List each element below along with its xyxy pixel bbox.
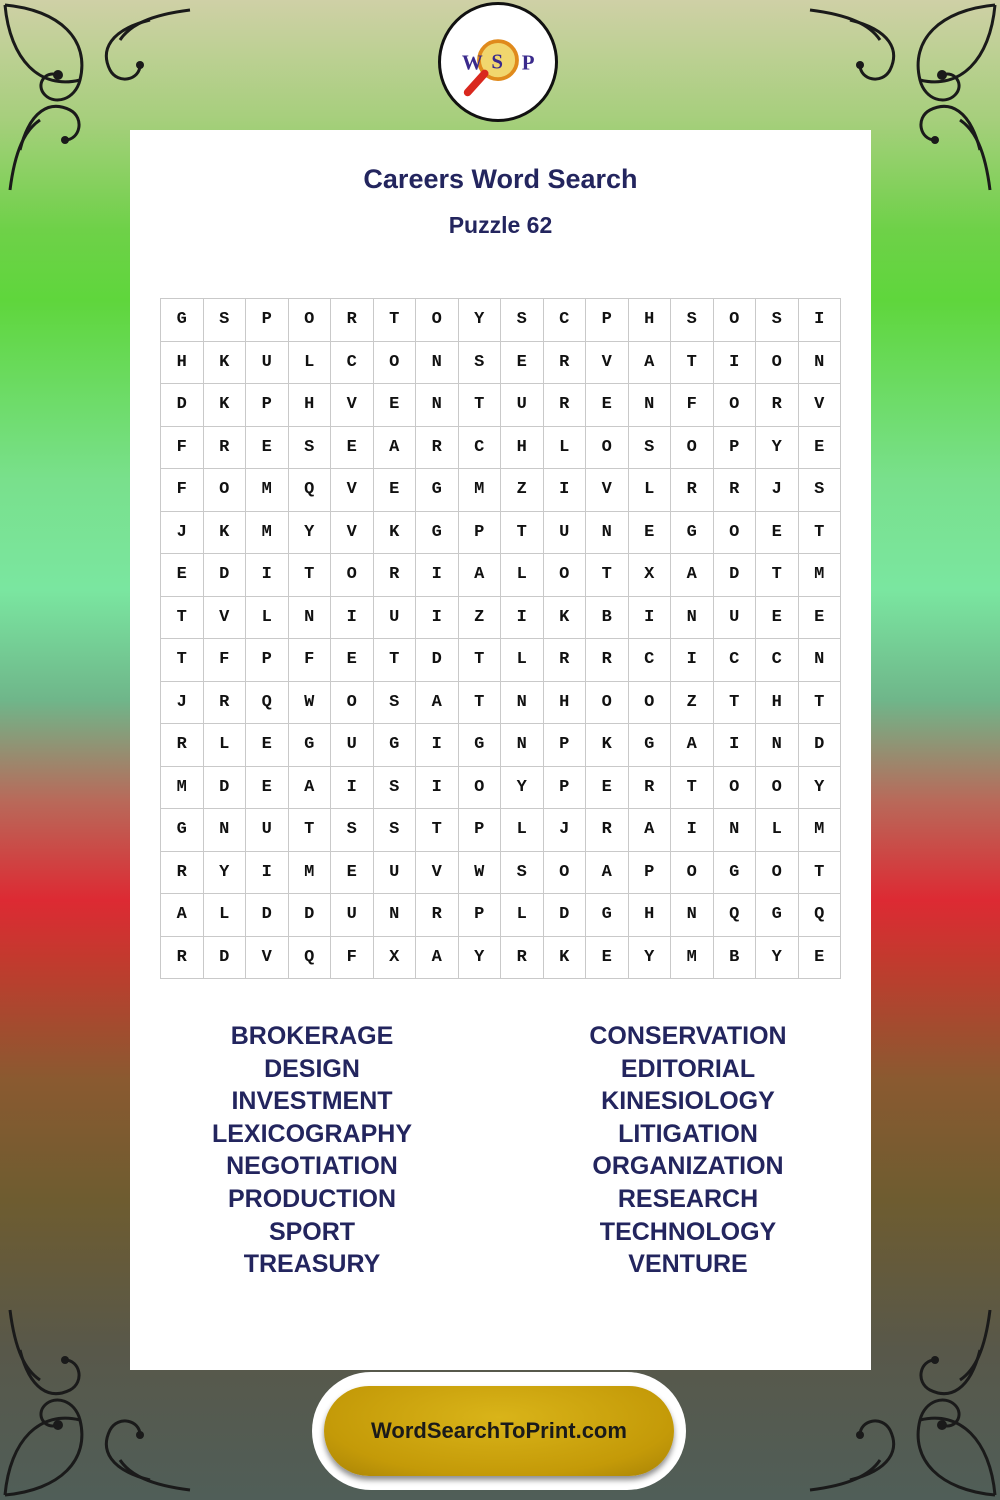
grid-cell[interactable]: L: [204, 724, 247, 767]
grid-cell[interactable]: S: [671, 299, 714, 342]
grid-cell[interactable]: O: [374, 342, 417, 385]
grid-cell[interactable]: M: [799, 554, 842, 597]
grid-cell[interactable]: J: [756, 469, 799, 512]
grid-cell[interactable]: I: [416, 554, 459, 597]
grid-cell[interactable]: T: [671, 767, 714, 810]
grid-cell[interactable]: T: [459, 384, 502, 427]
grid-cell[interactable]: T: [459, 639, 502, 682]
grid-cell[interactable]: Q: [289, 937, 332, 980]
grid-cell[interactable]: U: [374, 852, 417, 895]
grid-cell[interactable]: T: [799, 852, 842, 895]
grid-cell[interactable]: I: [416, 724, 459, 767]
grid-cell[interactable]: R: [501, 937, 544, 980]
grid-cell[interactable]: U: [246, 342, 289, 385]
grid-cell[interactable]: Y: [501, 767, 544, 810]
grid-cell[interactable]: Y: [756, 427, 799, 470]
grid-cell[interactable]: O: [756, 852, 799, 895]
grid-cell[interactable]: Q: [799, 894, 842, 937]
footer-site-label: WordSearchToPrint.com: [371, 1418, 627, 1443]
grid-cell[interactable]: Q: [714, 894, 757, 937]
grid-cell[interactable]: O: [544, 852, 587, 895]
grid-cell[interactable]: W: [289, 682, 332, 725]
grid-cell[interactable]: E: [586, 767, 629, 810]
grid-cell[interactable]: J: [544, 809, 587, 852]
grid-cell[interactable]: U: [374, 597, 417, 640]
grid-cell[interactable]: V: [799, 384, 842, 427]
grid-cell[interactable]: K: [544, 937, 587, 980]
puzzle-panel: [130, 130, 871, 1370]
grid-cell[interactable]: O: [714, 512, 757, 555]
word-item: TECHNOLOGY: [599, 1217, 777, 1246]
grid-cell[interactable]: H: [501, 427, 544, 470]
grid-cell[interactable]: E: [756, 512, 799, 555]
grid-cell[interactable]: P: [246, 384, 289, 427]
grid-cell[interactable]: T: [501, 512, 544, 555]
grid-cell[interactable]: O: [714, 767, 757, 810]
grid-cell[interactable]: L: [629, 469, 672, 512]
grid-cell[interactable]: A: [629, 342, 672, 385]
grid-cell[interactable]: R: [586, 639, 629, 682]
grid-cell[interactable]: S: [756, 299, 799, 342]
grid-cell[interactable]: N: [671, 597, 714, 640]
grid-cell[interactable]: G: [416, 512, 459, 555]
grid-cell[interactable]: O: [714, 384, 757, 427]
grid-cell[interactable]: R: [161, 724, 204, 767]
grid-cell[interactable]: C: [756, 639, 799, 682]
grid-cell[interactable]: D: [544, 894, 587, 937]
grid-cell[interactable]: U: [501, 384, 544, 427]
grid-cell[interactable]: H: [629, 894, 672, 937]
grid-cell[interactable]: O: [289, 299, 332, 342]
grid-cell[interactable]: O: [204, 469, 247, 512]
grid-cell[interactable]: G: [416, 469, 459, 512]
grid-cell[interactable]: Z: [501, 469, 544, 512]
grid-cell[interactable]: G: [459, 724, 502, 767]
grid-cell[interactable]: R: [161, 937, 204, 980]
grid-cell[interactable]: A: [671, 724, 714, 767]
grid-cell[interactable]: N: [714, 809, 757, 852]
grid-cell[interactable]: D: [161, 384, 204, 427]
grid-cell[interactable]: F: [671, 384, 714, 427]
wsp-logo: [438, 2, 558, 122]
grid-cell[interactable]: N: [374, 894, 417, 937]
grid-cell[interactable]: A: [416, 937, 459, 980]
letter-grid: [160, 298, 841, 979]
page-title: Careers Word Search: [363, 164, 638, 194]
word-item: LITIGATION: [618, 1119, 758, 1148]
grid-cell[interactable]: O: [756, 342, 799, 385]
grid-cell[interactable]: R: [204, 427, 247, 470]
grid-cell[interactable]: N: [799, 342, 842, 385]
grid-cell[interactable]: R: [671, 469, 714, 512]
grid-cell[interactable]: R: [544, 342, 587, 385]
grid-cell[interactable]: Q: [289, 469, 332, 512]
grid-cell[interactable]: E: [246, 724, 289, 767]
grid-cell[interactable]: Y: [459, 299, 502, 342]
grid-cell[interactable]: A: [374, 427, 417, 470]
grid-cell[interactable]: E: [629, 512, 672, 555]
grid-cell[interactable]: L: [501, 554, 544, 597]
word-item: EDITORIAL: [620, 1054, 756, 1083]
grid-cell[interactable]: A: [629, 809, 672, 852]
grid-cell[interactable]: D: [799, 724, 842, 767]
grid-cell[interactable]: H: [289, 384, 332, 427]
grid-cell[interactable]: L: [289, 342, 332, 385]
grid-cell[interactable]: U: [714, 597, 757, 640]
grid-cell[interactable]: I: [629, 597, 672, 640]
word-item: INVESTMENT: [231, 1087, 393, 1116]
grid-cell[interactable]: M: [459, 469, 502, 512]
grid-cell[interactable]: Z: [459, 597, 502, 640]
grid-cell[interactable]: R: [629, 767, 672, 810]
grid-cell[interactable]: A: [671, 554, 714, 597]
grid-cell[interactable]: E: [501, 342, 544, 385]
grid-cell[interactable]: M: [246, 469, 289, 512]
grid-cell[interactable]: R: [544, 639, 587, 682]
grid-cell[interactable]: T: [289, 809, 332, 852]
grid-cell[interactable]: M: [671, 937, 714, 980]
grid-cell[interactable]: K: [204, 512, 247, 555]
grid-cell[interactable]: C: [714, 639, 757, 682]
grid-cell[interactable]: N: [629, 384, 672, 427]
grid-cell[interactable]: L: [204, 894, 247, 937]
grid-cell[interactable]: M: [161, 767, 204, 810]
grid-cell[interactable]: R: [544, 384, 587, 427]
grid-cell[interactable]: N: [586, 512, 629, 555]
grid-cell[interactable]: N: [501, 724, 544, 767]
grid-cell[interactable]: S: [289, 427, 332, 470]
word-item: KINESIOLOGY: [601, 1087, 775, 1116]
word-item: ORGANIZATION: [592, 1152, 784, 1181]
word-item: RESEARCH: [617, 1184, 759, 1213]
grid-cell[interactable]: A: [289, 767, 332, 810]
grid-cell[interactable]: G: [586, 894, 629, 937]
grid-cell[interactable]: I: [246, 852, 289, 895]
grid-cell[interactable]: P: [714, 427, 757, 470]
grid-cell[interactable]: G: [161, 809, 204, 852]
grid-cell[interactable]: L: [501, 639, 544, 682]
grid-cell[interactable]: E: [374, 469, 417, 512]
grid-cell[interactable]: S: [331, 809, 374, 852]
word-item: PRODUCTION: [227, 1184, 397, 1213]
word-item: DESIGN: [264, 1054, 360, 1083]
grid-cell[interactable]: K: [204, 342, 247, 385]
grid-cell[interactable]: V: [416, 852, 459, 895]
grid-cell[interactable]: R: [331, 299, 374, 342]
grid-cell[interactable]: T: [756, 554, 799, 597]
grid-cell[interactable]: R: [416, 894, 459, 937]
grid-cell[interactable]: S: [374, 682, 417, 725]
grid-cell[interactable]: B: [586, 597, 629, 640]
grid-cell[interactable]: O: [416, 299, 459, 342]
grid-cell[interactable]: D: [204, 767, 247, 810]
grid-cell[interactable]: G: [756, 894, 799, 937]
grid-cell[interactable]: E: [331, 852, 374, 895]
grid-cell[interactable]: T: [799, 682, 842, 725]
grid-cell[interactable]: S: [501, 299, 544, 342]
grid-cell[interactable]: E: [799, 597, 842, 640]
grid-cell[interactable]: A: [416, 682, 459, 725]
grid-cell[interactable]: E: [586, 384, 629, 427]
grid-cell[interactable]: F: [289, 639, 332, 682]
grid-cell[interactable]: V: [331, 469, 374, 512]
grid-cell[interactable]: I: [416, 767, 459, 810]
grid-cell[interactable]: R: [416, 427, 459, 470]
grid-cell[interactable]: V: [204, 597, 247, 640]
grid-cell[interactable]: Y: [799, 767, 842, 810]
grid-cell[interactable]: D: [246, 894, 289, 937]
grid-cell[interactable]: Y: [756, 937, 799, 980]
grid-cell[interactable]: R: [714, 469, 757, 512]
grid-cell[interactable]: R: [756, 384, 799, 427]
grid-cell[interactable]: K: [374, 512, 417, 555]
grid-cell[interactable]: I: [714, 724, 757, 767]
grid-cell[interactable]: S: [629, 427, 672, 470]
grid-cell[interactable]: P: [459, 894, 502, 937]
grid-cell[interactable]: K: [544, 597, 587, 640]
grid-cell[interactable]: Q: [246, 682, 289, 725]
grid-cell[interactable]: S: [374, 809, 417, 852]
grid-cell[interactable]: I: [331, 597, 374, 640]
grid-cell[interactable]: H: [161, 342, 204, 385]
grid-cell[interactable]: O: [586, 427, 629, 470]
grid-cell[interactable]: N: [671, 894, 714, 937]
grid-cell[interactable]: S: [204, 299, 247, 342]
grid-cell[interactable]: A: [459, 554, 502, 597]
grid-cell[interactable]: L: [544, 427, 587, 470]
grid-cell[interactable]: C: [629, 639, 672, 682]
grid-cell[interactable]: A: [161, 894, 204, 937]
grid-cell[interactable]: T: [289, 554, 332, 597]
svg-text:P: P: [521, 50, 535, 75]
grid-cell[interactable]: G: [629, 724, 672, 767]
grid-cell[interactable]: S: [459, 342, 502, 385]
word-item: SPORT: [268, 1217, 356, 1246]
grid-cell[interactable]: N: [204, 809, 247, 852]
grid-cell[interactable]: J: [161, 682, 204, 725]
word-list-right: [508, 1020, 868, 1281]
grid-cell[interactable]: E: [246, 427, 289, 470]
grid-cell[interactable]: E: [161, 554, 204, 597]
grid-cell[interactable]: G: [714, 852, 757, 895]
footer-link-button[interactable]: [324, 1386, 674, 1476]
grid-cell[interactable]: B: [714, 937, 757, 980]
grid-cell[interactable]: T: [714, 682, 757, 725]
grid-cell[interactable]: K: [586, 724, 629, 767]
grid-cell[interactable]: Y: [204, 852, 247, 895]
grid-cell[interactable]: E: [374, 384, 417, 427]
grid-cell[interactable]: O: [544, 554, 587, 597]
grid-cell[interactable]: P: [544, 767, 587, 810]
grid-cell[interactable]: T: [374, 639, 417, 682]
grid-cell[interactable]: E: [799, 937, 842, 980]
grid-cell[interactable]: D: [289, 894, 332, 937]
grid-cell[interactable]: E: [586, 937, 629, 980]
grid-cell[interactable]: Y: [629, 937, 672, 980]
grid-cell[interactable]: I: [501, 597, 544, 640]
grid-cell[interactable]: D: [204, 937, 247, 980]
grid-cell[interactable]: T: [161, 597, 204, 640]
grid-cell[interactable]: J: [161, 512, 204, 555]
grid-cell[interactable]: Z: [671, 682, 714, 725]
grid-cell[interactable]: R: [586, 809, 629, 852]
grid-cell[interactable]: I: [671, 809, 714, 852]
grid-cell[interactable]: K: [204, 384, 247, 427]
grid-cell[interactable]: I: [714, 342, 757, 385]
grid-cell[interactable]: A: [586, 852, 629, 895]
word-item: CONSERVATION: [589, 1022, 787, 1050]
grid-cell[interactable]: T: [671, 342, 714, 385]
grid-cell[interactable]: C: [544, 299, 587, 342]
grid-cell[interactable]: G: [671, 512, 714, 555]
grid-cell[interactable]: I: [544, 469, 587, 512]
grid-cell[interactable]: N: [416, 342, 459, 385]
word-item: BROKERAGE: [230, 1022, 394, 1050]
grid-cell[interactable]: O: [331, 682, 374, 725]
grid-cell[interactable]: N: [416, 384, 459, 427]
grid-cell[interactable]: P: [544, 724, 587, 767]
grid-cell[interactable]: V: [246, 937, 289, 980]
grid-cell[interactable]: U: [246, 809, 289, 852]
grid-cell[interactable]: O: [756, 767, 799, 810]
grid-cell[interactable]: H: [629, 299, 672, 342]
grid-cell[interactable]: I: [246, 554, 289, 597]
grid-cell[interactable]: P: [629, 852, 672, 895]
grid-cell[interactable]: P: [246, 299, 289, 342]
word-item: NEGOTIATION: [226, 1152, 398, 1181]
grid-cell[interactable]: Y: [289, 512, 332, 555]
grid-cell[interactable]: G: [161, 299, 204, 342]
grid-cell[interactable]: H: [756, 682, 799, 725]
grid-cell[interactable]: V: [586, 342, 629, 385]
grid-cell[interactable]: G: [289, 724, 332, 767]
grid-cell[interactable]: D: [714, 554, 757, 597]
grid-cell[interactable]: V: [586, 469, 629, 512]
grid-cell[interactable]: E: [756, 597, 799, 640]
grid-cell[interactable]: P: [586, 299, 629, 342]
grid-cell[interactable]: E: [799, 427, 842, 470]
grid-cell[interactable]: F: [331, 937, 374, 980]
grid-cell[interactable]: V: [331, 384, 374, 427]
svg-text:W: W: [461, 50, 483, 75]
grid-cell[interactable]: P: [459, 809, 502, 852]
word-item: VENTURE: [628, 1250, 748, 1279]
grid-cell[interactable]: D: [416, 639, 459, 682]
grid-cell[interactable]: M: [246, 512, 289, 555]
grid-cell[interactable]: O: [629, 682, 672, 725]
grid-cell[interactable]: N: [289, 597, 332, 640]
grid-cell[interactable]: T: [586, 554, 629, 597]
grid-cell[interactable]: L: [246, 597, 289, 640]
grid-cell[interactable]: I: [416, 597, 459, 640]
grid-cell[interactable]: S: [799, 469, 842, 512]
grid-cell[interactable]: C: [331, 342, 374, 385]
grid-cell[interactable]: N: [799, 639, 842, 682]
grid-cell[interactable]: M: [289, 852, 332, 895]
grid-cell[interactable]: R: [161, 852, 204, 895]
grid-cell[interactable]: L: [756, 809, 799, 852]
grid-cell[interactable]: S: [501, 852, 544, 895]
word-item: TREASURY: [243, 1250, 381, 1279]
grid-cell[interactable]: V: [331, 512, 374, 555]
grid-cell[interactable]: T: [374, 299, 417, 342]
grid-cell[interactable]: R: [374, 554, 417, 597]
grid-cell[interactable]: M: [799, 809, 842, 852]
grid-cell[interactable]: L: [501, 809, 544, 852]
grid-cell[interactable]: U: [544, 512, 587, 555]
grid-cell[interactable]: T: [161, 639, 204, 682]
grid-cell[interactable]: E: [331, 427, 374, 470]
word-list-left: [132, 1020, 492, 1281]
grid-cell[interactable]: U: [331, 724, 374, 767]
grid-cell[interactable]: O: [671, 427, 714, 470]
grid-cell[interactable]: T: [799, 512, 842, 555]
grid-cell[interactable]: O: [714, 299, 757, 342]
grid-cell[interactable]: O: [671, 852, 714, 895]
grid-cell[interactable]: P: [459, 512, 502, 555]
grid-cell[interactable]: T: [459, 682, 502, 725]
word-item: LEXICOGRAPHY: [211, 1119, 413, 1148]
grid-cell[interactable]: O: [459, 767, 502, 810]
puzzle-number: Puzzle 62: [448, 212, 553, 238]
grid-cell[interactable]: Y: [459, 937, 502, 980]
grid-cell[interactable]: T: [416, 809, 459, 852]
grid-cell[interactable]: F: [161, 427, 204, 470]
grid-cell[interactable]: X: [629, 554, 672, 597]
footer-badge: [312, 1372, 686, 1490]
grid-cell[interactable]: D: [204, 554, 247, 597]
grid-cell[interactable]: C: [459, 427, 502, 470]
grid-cell[interactable]: N: [756, 724, 799, 767]
grid-cell[interactable]: L: [501, 894, 544, 937]
grid-cell[interactable]: F: [204, 639, 247, 682]
grid-cell[interactable]: G: [374, 724, 417, 767]
grid-cell[interactable]: I: [331, 767, 374, 810]
grid-cell[interactable]: E: [331, 639, 374, 682]
grid-cell[interactable]: O: [331, 554, 374, 597]
svg-text:S: S: [491, 49, 503, 74]
grid-cell[interactable]: N: [501, 682, 544, 725]
grid-cell[interactable]: I: [799, 299, 842, 342]
grid-cell[interactable]: S: [374, 767, 417, 810]
grid-cell[interactable]: F: [161, 469, 204, 512]
grid-cell[interactable]: W: [459, 852, 502, 895]
grid-cell[interactable]: I: [671, 639, 714, 682]
grid-cell[interactable]: E: [246, 767, 289, 810]
grid-cell[interactable]: P: [246, 639, 289, 682]
grid-cell[interactable]: R: [204, 682, 247, 725]
grid-cell[interactable]: U: [331, 894, 374, 937]
grid-cell[interactable]: X: [374, 937, 417, 980]
grid-cell[interactable]: H: [544, 682, 587, 725]
grid-cell[interactable]: O: [586, 682, 629, 725]
